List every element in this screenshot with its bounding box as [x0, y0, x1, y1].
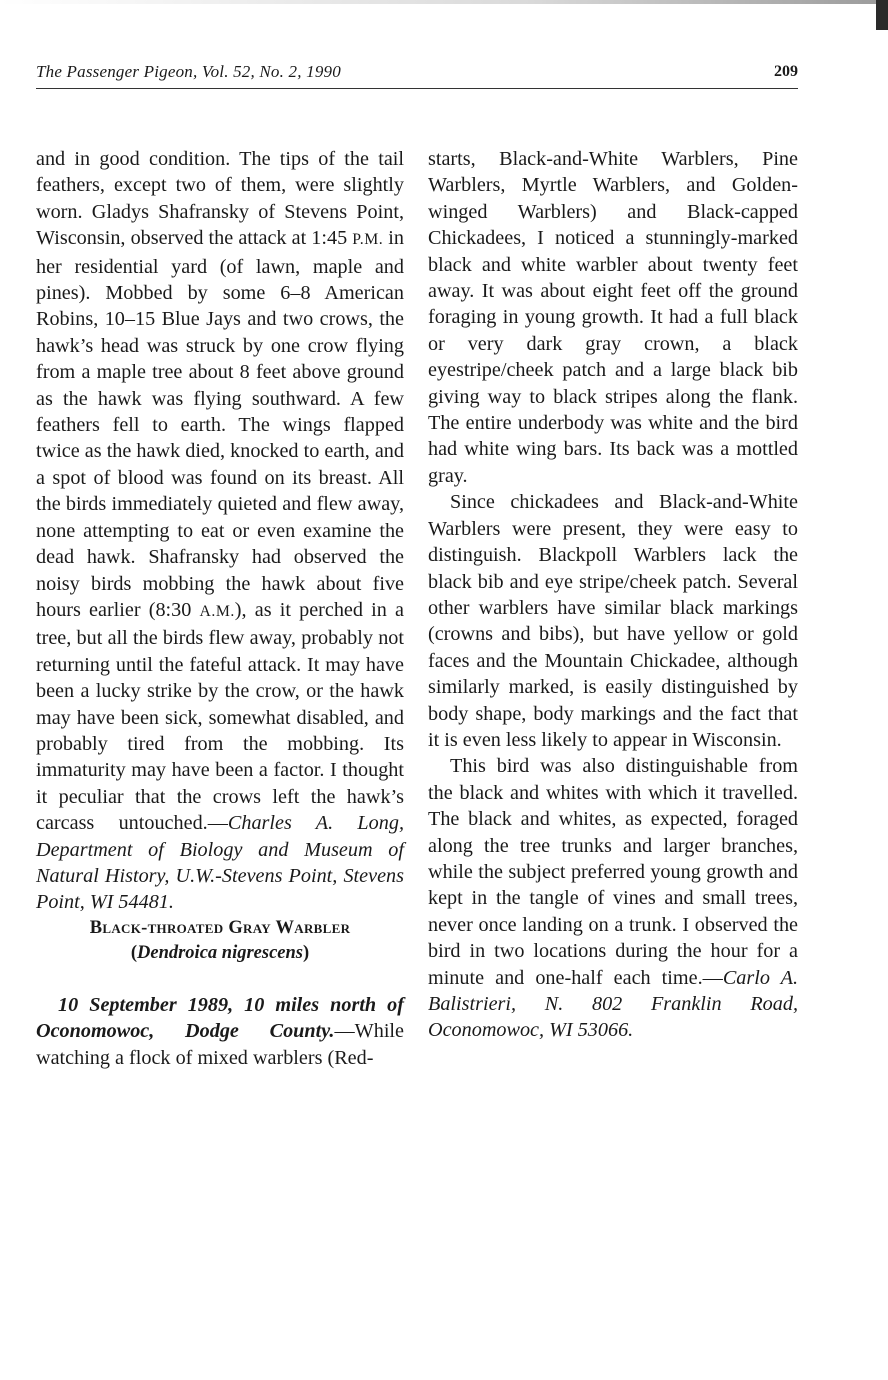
time-pm-abbrev: P.M. [352, 231, 384, 249]
warbler-behavior-text: This bird was also distinguishable from the black and whites with which it travelled. The black and whites, as expected, foraged along the tree trunks and larger branches, while the subject preferred young growth and kept in the tangle of vines and small trees, never once landing on a trunk. I observed the bird in two locations during the hour for a minute and one-half each time.— [428, 755, 798, 989]
hawk-report-text-3: ), as it perched in a tree, but all the birds flew away, probably not returning until the fateful attack. It may have been a lucky strike by the crow, or the hawk may have been sick, somewhat disabled, and probably tired from the mobbing. Its immaturity may have been a factor. I thought it peculiar that the crows left the hawk’s carcass untouched.— [36, 598, 404, 835]
warbler-description-paragraph: starts, Black-and-White Warblers, Pine Warblers, Myrtle Warblers, and Golden-winged Warblers) and Black-capped Chickadees, I noticed a stunningly-marked black and white warbler about twenty feet away. It was about eight feet off the ground foraging in young growth. It had a full black or very dark gray crown, a black eyestripe/cheek patch and a large black bib giving way to black stripes along the flank. The entire underbody was white and the bird had white wing bars. Its back was a mottled gray. [428, 148, 798, 487]
warbler-identification-paragraph: Since chickadees and Black-and-White Warblers were present, they were easy to distinguish. Blackpoll Warblers lack the black bib and eye stripe/cheek patch. Several other warblers have similar black markings (crowns and bibs), but have yellow or gold faces and the Mountain Chickadee, although similarly marked, is easily distinguished by body shape, body markings and the fact that it is even less likely to appear in Wisconsin. [428, 491, 798, 751]
hawk-report-paragraph [36, 146, 404, 916]
hawk-report-signature: Charles A. Long, Department of Biology and Museum of Natural History, U.W.-Stevens Point, Stevens Point, WI 54481. [36, 812, 404, 914]
running-header [36, 60, 798, 89]
scan-edge-shade [0, 0, 888, 4]
warbler-behavior-paragraph [428, 753, 798, 1043]
warbler-report-signature: Carlo A. Balistrieri, N. 802 Franklin Road, Oconomowoc, WI 53066. [428, 966, 799, 1042]
page-number: 209 [774, 63, 798, 80]
section-heading-scientific-name: Dendroica nigrescens [137, 942, 303, 963]
scientific-name-close-paren: ) [303, 942, 310, 963]
warbler-report-text-start: —While watching a flock of mixed warblers (Red- [36, 1020, 404, 1069]
section-heading-title: Black-throated Gray Warbler [89, 917, 351, 938]
right-column [428, 146, 798, 1044]
scientific-name-open-paren: ( [130, 942, 137, 963]
warbler-report-opening [36, 992, 404, 1071]
section-heading [36, 916, 404, 966]
hawk-report-text-1: and in good condition. The tips of the tail feathers, except two of them, were slightly worn. Gladys Shafransky of Stevens Point, Wisconsin, observed the attack at 1:45 [36, 148, 404, 250]
observation-date-location: 10 September 1989, 10 miles north of Oconomowoc, Dodge County. [36, 993, 404, 1043]
time-am-abbrev: A.M. [199, 602, 235, 620]
journal-citation: The Passenger Pigeon, Vol. 52, No. 2, 1990 [36, 62, 341, 81]
scan-corner-mark [876, 0, 888, 30]
left-column [36, 146, 404, 1071]
hawk-report-text-2: in her residential yard (of lawn, maple and pines). Mobbed by some 6–8 American Robins, 10–15 Blue Jays and two crows, the hawk’s head was struck by one crow flying from a maple tree about 8 feet above ground as the hawk was flying southward. A few feathers fell to earth. The wings flapped twice as the hawk died, knocked to earth, and a spot of blood was found on its breast. All the birds immediately quieted and flew away, none attempting to eat or even examine the dead hawk. Shafransky had observed the noisy birds mobbing the hawk about five hours earlier (8:30 [36, 227, 404, 621]
